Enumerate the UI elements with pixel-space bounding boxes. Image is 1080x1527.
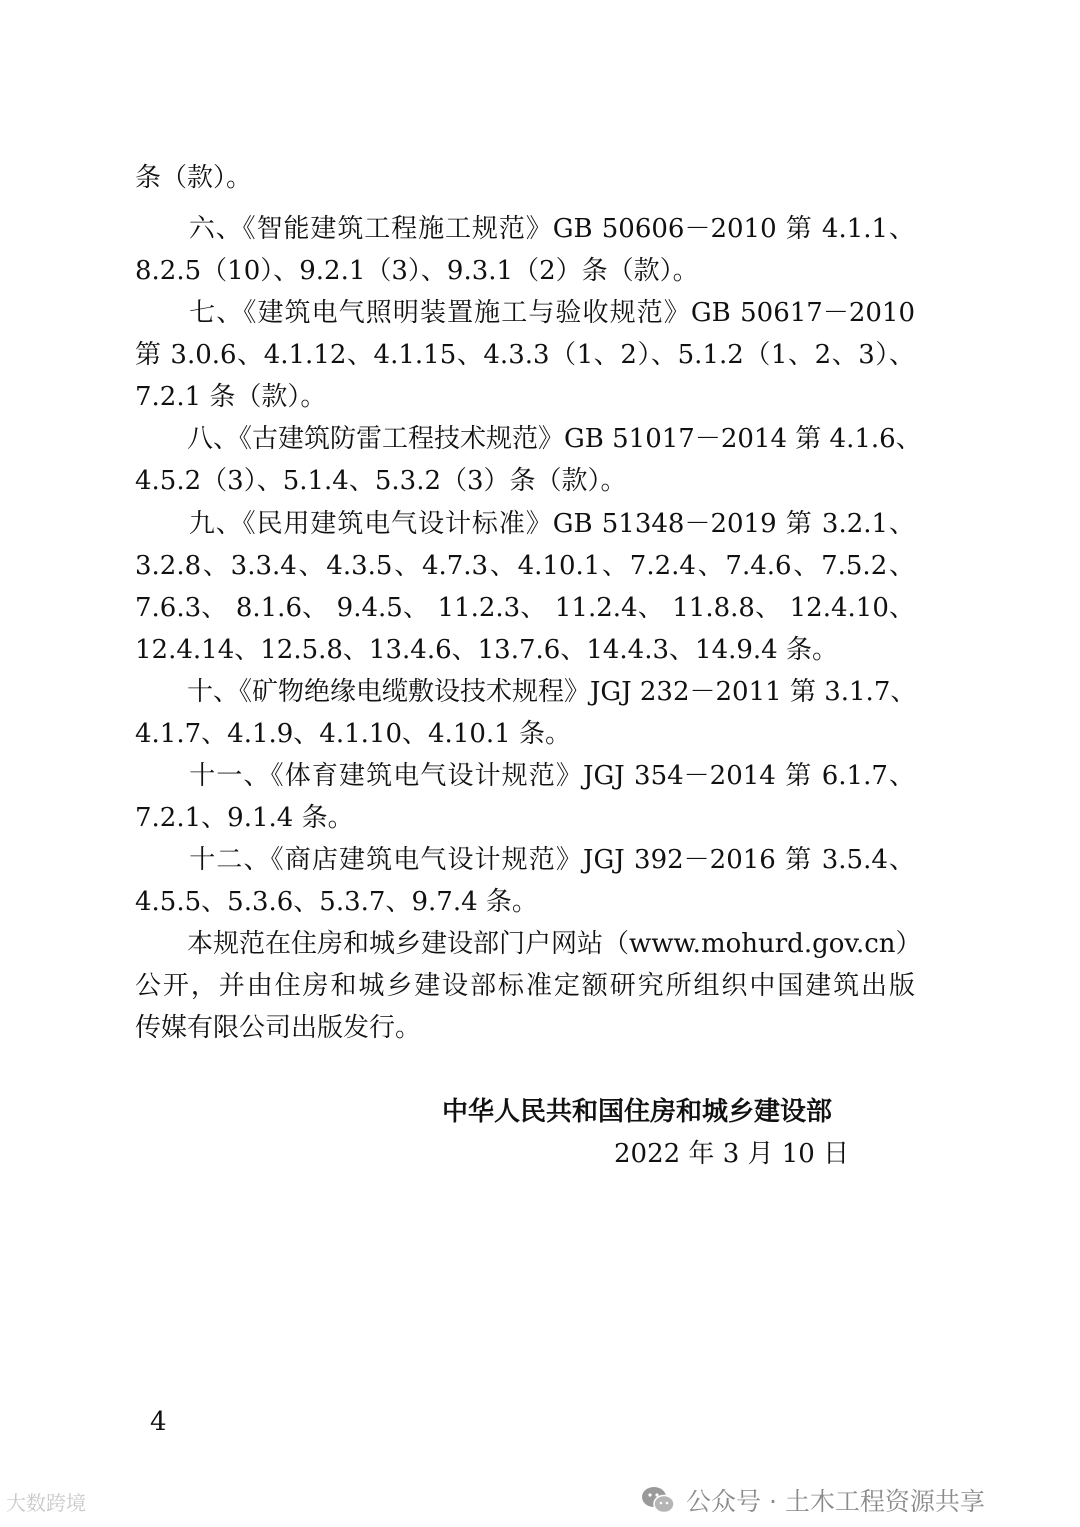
text-line: 十一、《体育建筑电气设计规范》JGJ 354－2014 第 6.1.7、 (135, 761, 915, 791)
text-line: 公开，并由住房和城乡建设部标准定额研究所组织中国建筑出版 (135, 971, 915, 1001)
text-line: 7.2.1、9.1.4 条。 (135, 803, 354, 833)
text-line: 十二、《商店建筑电气设计规范》JGJ 392－2016 第 3.5.4、 (135, 845, 915, 875)
text-line: 传媒有限公司出版发行。 (135, 1013, 422, 1043)
text-line: 8.2.5（10）、9.2.1（3）、9.3.1（2）条（款）。 (135, 256, 699, 286)
text-line: 7.2.1 条（款）。 (135, 382, 327, 412)
wechat-watermark (640, 1480, 985, 1520)
watermark-right-text: 公众号 · 土木工程资源共享 (686, 1487, 985, 1516)
text-line: 4.5.5、5.3.6、5.3.7、9.7.4 条。 (135, 887, 538, 917)
page-number: 4 (150, 1407, 167, 1437)
issuing-authority: 中华人民共和国住房和城乡建设部 (442, 1097, 833, 1127)
text-line: 九、《民用建筑电气设计标准》GB 51348－2019 第 3.2.1、 (135, 509, 915, 539)
text-line: 七、《建筑电气照明装置施工与验收规范》GB 50617－2010 (135, 298, 915, 328)
text-line: 4.5.2（3）、5.1.4、5.3.2（3）条（款）。 (135, 466, 627, 496)
text-line: 条（款）。 (135, 163, 253, 193)
text-line: 4.1.7、4.1.9、4.1.10、4.10.1 条。 (135, 719, 571, 749)
text-line: 3.2.8、3.3.4、4.3.5、4.7.3、4.10.1、7.2.4、7.4.6、7.5.2、 (135, 551, 915, 581)
watermark-left: 大数跨境 (6, 1491, 86, 1515)
text-line: 八、《古建筑防雷工程技术规范》GB 51017－2014 第 4.1.6、 (135, 424, 922, 454)
wechat-icon (640, 1485, 676, 1515)
text-line: 本规范在住房和城乡建设部门户网站（www.mohurd.gov.cn） (135, 929, 922, 959)
text-line: 第 3.0.6、4.1.12、4.1.15、4.3.3（1、2）、5.1.2（1、2、3）、 (135, 340, 915, 370)
issue-date: 2022 年 3 月 10 日 (614, 1139, 850, 1169)
text-line: 7.6.3、 8.1.6、 9.4.5、 11.2.3、 11.2.4、 11.8.8、 12.4.10、 (135, 593, 915, 623)
text-line: 十、《矿物绝缘电缆敷设技术规程》JGJ 232－2011 第 3.1.7、 (135, 677, 917, 707)
text-line: 12.4.14、12.5.8、13.4.6、13.7.6、14.4.3、14.9.4 条。 (135, 635, 838, 665)
text-line: 六、《智能建筑工程施工规范》GB 50606－2010 第 4.1.1、 (135, 214, 915, 244)
